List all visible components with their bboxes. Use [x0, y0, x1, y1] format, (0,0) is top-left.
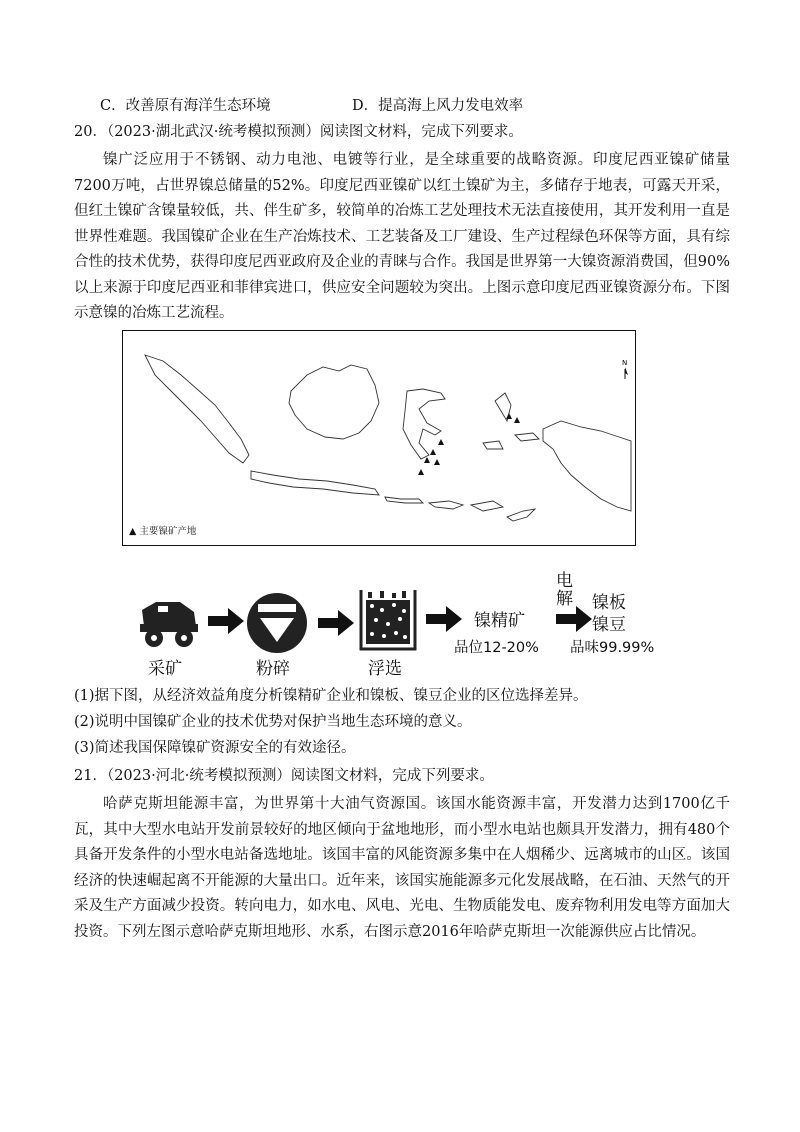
q20-sub-3: (3)简述我国保障镍矿资源安全的有效途径。	[74, 740, 356, 756]
arrow-icon	[318, 610, 354, 636]
q20-header: 20．（2023·湖北武汉·统考模拟预测）阅读图文材料，完成下列要求。	[74, 124, 523, 140]
arrow-icon	[208, 608, 244, 634]
mining-truck-icon	[136, 596, 202, 648]
concentrate-grade: 品位12-20%	[454, 640, 539, 656]
svg-text:N: N	[622, 359, 628, 367]
q20-sub-2: (2)说明中国镍矿企业的技术优势对保护当地生态环境的意义。	[74, 714, 472, 730]
electrolysis-label-2: 解	[556, 589, 573, 609]
option-d: D．提高海上风力发电效率	[352, 98, 524, 114]
option-c: C．改善原有海洋生态环境	[100, 98, 271, 114]
q20-paragraph: 镍广泛应用于不锈钢、动力电池、电镀等行业，是全球重要的战略资源。印度尼西亚镍矿储量7200万吨，占世界镍总储量的52%。印度尼西亚镍矿以红土镍矿为主，多储存于地表，可露天开采，但红土镍矿含镍量较低，共、伴生矿多，较简单的冶炼工艺处理技术无法直接使用，其开发利用一直是世界性难题。我国镍矿企业在生产冶炼技术、工艺装备及工厂建设、生产过程绿色环保等方面，具有综合性的技术优势，获得印度尼西亚政府及企业的青睐与合作。我国是世界第一大镍资源消费国，但90%以上来源于印度尼西亚和菲律宾进口，供应安全问题较为突出。上图示意印度尼西亚镍资源分布。下图示意镍的冶炼工艺流程。	[74, 152, 730, 321]
step-nickel-bean: 镍豆	[592, 615, 626, 635]
q20-sub-1: (1)据下图，从经济效益角度分析镍精矿企业和镍板、镍豆企业的区位选择差异。	[74, 688, 588, 704]
step-concentrate: 镍精矿	[474, 611, 525, 631]
step-crushing: 粉碎	[256, 659, 290, 679]
crusher-icon	[246, 592, 308, 654]
arrow-icon	[426, 606, 462, 632]
q21-header: 21．（2023·河北·统考模拟预测）阅读图文材料，完成下列要求。	[74, 768, 494, 784]
q21-paragraph: 哈萨克斯坦能源丰富，为世界第十大油气资源国。该国水能资源丰富，开发潜力达到1700亿千瓦，其中大型水电站开发前景较好的地区倾向于盆地地形，而小型水电站也颇具开发潜力，拥有480个具备开发条件的小型水电站备选地址。该国丰富的风能资源多集中在人烟稀少、远离城市的山区。该国经济的快速崛起离不开能源的大量出口。近年来，该国实施能源多元化发展战略，在石油、天然气的开采及生产方面减少投资。转向电力，如水电、风电、光电、生物质能发电、废弃物利用发电等方面加大投资。下列左图示意哈萨克斯坦地形、水系，右图示意2016年哈萨克斯坦一次能源供应占比情况。	[74, 796, 730, 940]
arrow-icon	[556, 606, 592, 632]
step-nickel-plate: 镍板	[592, 593, 626, 613]
nickel-deposit-markers	[418, 413, 520, 475]
step-mining: 采矿	[148, 659, 182, 679]
electrolysis-label-1: 电	[556, 571, 573, 591]
product-grade: 品味99.99%	[570, 640, 655, 656]
north-arrow-icon	[622, 359, 628, 379]
flotation-tank-icon	[358, 588, 418, 652]
step-flotation: 浮选	[368, 659, 402, 679]
map-legend: ▲ 主要镍矿产地	[129, 526, 197, 537]
map-outline	[123, 331, 634, 544]
indonesia-nickel-map	[122, 330, 636, 546]
